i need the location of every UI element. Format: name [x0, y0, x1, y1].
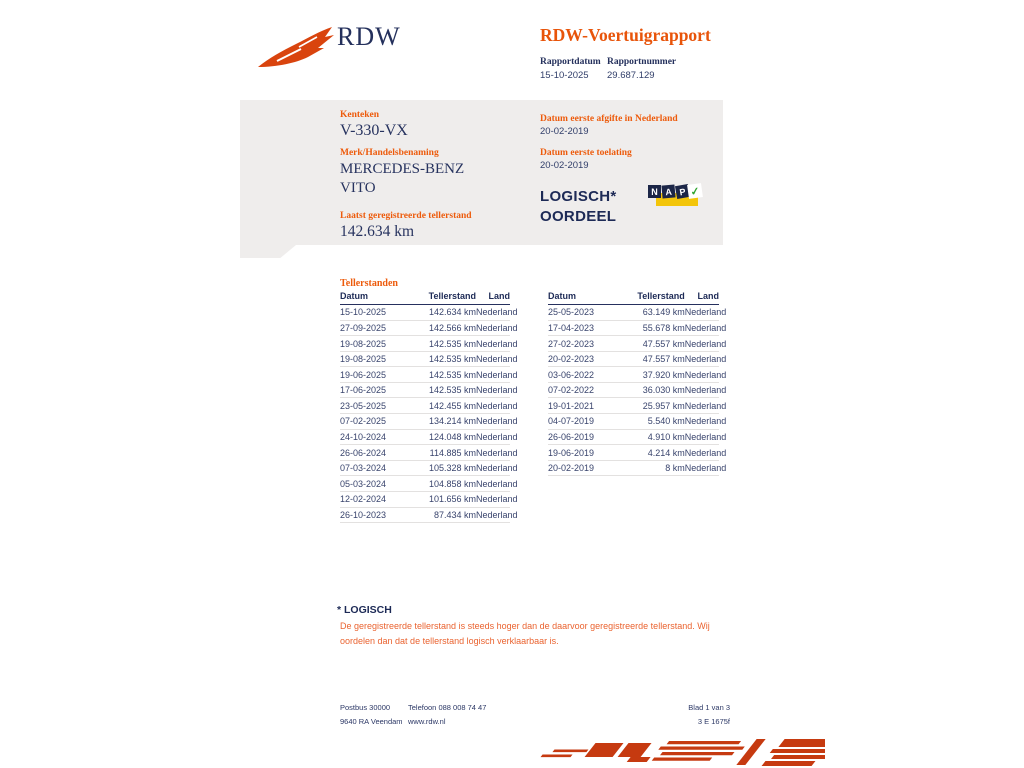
table-cell: 142.455 km: [406, 398, 476, 414]
footer-form-code: 3 E 1675f: [697, 717, 730, 726]
table-cell: Nederland: [685, 367, 719, 383]
table-row: [548, 320, 719, 336]
model-value: VITO: [340, 180, 376, 196]
table-cell: Nederland: [476, 336, 510, 352]
report-date-value: 15-10-2025: [540, 70, 589, 81]
merk-label: Merk/Handelsbenaming: [340, 148, 439, 158]
table-cell: 87.434 km: [406, 507, 476, 523]
table-cell: 4.910 km: [614, 429, 684, 445]
table-cell: 19-06-2025: [340, 367, 406, 383]
table-cell: 5.540 km: [614, 414, 684, 430]
table-cell: Nederland: [476, 460, 510, 476]
footer-page-info: [640, 701, 730, 729]
table-row: [340, 367, 510, 383]
afgifte-value: 20-02-2019: [540, 126, 589, 137]
table-cell: 23-05-2025: [340, 398, 406, 414]
table-row: [548, 460, 719, 476]
footer-page-number: Blad 1 van 3: [688, 703, 730, 712]
column-header-datum: Datum: [340, 291, 406, 305]
table-cell: 142.535 km: [406, 336, 476, 352]
nap-checkmark-icon: ✓: [687, 183, 703, 199]
table-cell: 142.634 km: [406, 305, 476, 321]
footer-address: [340, 701, 403, 729]
table-cell: Nederland: [476, 507, 510, 523]
table-cell: 47.557 km: [614, 351, 684, 367]
logisch-footnote-heading: * LOGISCH: [337, 604, 392, 616]
table-cell: 104.858 km: [406, 476, 476, 492]
table-cell: 25-05-2023: [548, 305, 614, 321]
kenteken-value: V-330-VX: [340, 122, 408, 139]
table-cell: Nederland: [476, 414, 510, 430]
table-cell: 124.048 km: [406, 429, 476, 445]
table-cell: 19-08-2025: [340, 351, 406, 367]
report-date-label: Rapportdatum: [540, 57, 601, 67]
toelating-value: 20-02-2019: [540, 160, 589, 171]
column-header-tellerstand: Tellerstand: [614, 291, 684, 305]
table-cell: 142.535 km: [406, 351, 476, 367]
table-row: [340, 507, 510, 523]
table-cell: 19-06-2019: [548, 445, 614, 461]
table-cell: 07-02-2022: [548, 382, 614, 398]
table-cell: 47.557 km: [614, 336, 684, 352]
table-row: [340, 382, 510, 398]
table-cell: Nederland: [685, 429, 719, 445]
tellerstand-label: Laatst geregistreerde tellerstand: [340, 211, 472, 221]
table-cell: 8 km: [614, 460, 684, 476]
table-cell: Nederland: [685, 414, 719, 430]
table-row: [548, 351, 719, 367]
nap-letter-n: N: [648, 185, 661, 198]
table-row: [340, 445, 510, 461]
table-cell: 15-10-2025: [340, 305, 406, 321]
table-cell: 26-06-2019: [548, 429, 614, 445]
table-row: [548, 429, 719, 445]
table-cell: 114.885 km: [406, 445, 476, 461]
table-cell: 04-07-2019: [548, 414, 614, 430]
table-cell: 101.656 km: [406, 491, 476, 507]
table-cell: 63.149 km: [614, 305, 684, 321]
table-cell: 17-04-2023: [548, 320, 614, 336]
table-cell: 27-09-2025: [340, 320, 406, 336]
afgifte-label: Datum eerste afgifte in Nederland: [540, 114, 678, 124]
table-cell: Nederland: [685, 336, 719, 352]
bottom-decorative-stripes-graphic: [535, 736, 825, 768]
table-cell: 142.535 km: [406, 367, 476, 383]
vehicle-summary-card-tail: [240, 245, 296, 258]
report-number-label: Rapportnummer: [607, 57, 677, 67]
table-cell: Nederland: [685, 305, 719, 321]
table-cell: 37.920 km: [614, 367, 684, 383]
table-row: [340, 398, 510, 414]
table-cell: Nederland: [685, 460, 719, 476]
table-cell: 26-06-2024: [340, 445, 406, 461]
table-cell: Nederland: [476, 491, 510, 507]
table-row: [548, 305, 719, 321]
table-cell: Nederland: [685, 398, 719, 414]
table-cell: Nederland: [476, 305, 510, 321]
merk-value: MERCEDES-BENZ: [340, 161, 465, 177]
table-cell: 36.030 km: [614, 382, 684, 398]
column-header-land: Land: [476, 291, 510, 305]
table-row: [340, 351, 510, 367]
table-cell: 142.566 km: [406, 320, 476, 336]
table-cell: 24-10-2024: [340, 429, 406, 445]
column-header-tellerstand: Tellerstand: [406, 291, 476, 305]
tellerstanden-table-right: [548, 291, 727, 476]
kenteken-label: Kenteken: [340, 110, 380, 120]
table-row: [548, 398, 719, 414]
table-row: [340, 305, 510, 321]
table-cell: Nederland: [476, 351, 510, 367]
table-cell: 55.678 km: [614, 320, 684, 336]
table-cell: Nederland: [685, 351, 719, 367]
table-cell: Nederland: [685, 445, 719, 461]
table-cell: Nederland: [476, 476, 510, 492]
page-title: RDW-Voertuigrapport: [540, 25, 711, 45]
tellerstand-value: 142.634 km: [340, 223, 415, 240]
footer-address-line2: 9640 RA Veendam: [340, 717, 403, 726]
table-cell: 07-03-2024: [340, 460, 406, 476]
table-row: [548, 336, 719, 352]
nap-letter-a: A: [661, 184, 675, 198]
nap-logo: [648, 184, 704, 210]
table-row: [340, 429, 510, 445]
nap-letter-p: P: [675, 184, 690, 199]
table-cell: 27-02-2023: [548, 336, 614, 352]
table-cell: 134.214 km: [406, 414, 476, 430]
oordeel-line2: OORDEEL: [540, 208, 617, 225]
table-row: [340, 460, 510, 476]
table-row: [340, 476, 510, 492]
oordeel-line1: LOGISCH*: [540, 188, 617, 205]
table-cell: Nederland: [685, 382, 719, 398]
column-header-datum: Datum: [548, 291, 614, 305]
table-row: [548, 367, 719, 383]
table-cell: Nederland: [476, 429, 510, 445]
table-header-row: [340, 291, 510, 305]
table-cell: 07-02-2025: [340, 414, 406, 430]
table-cell: 19-01-2021: [548, 398, 614, 414]
table-cell: 12-02-2024: [340, 491, 406, 507]
logisch-footnote-body: De geregistreerde tellerstand is steeds hoger dan de daarvoor geregistreerde tellerstand. Wij oordelen dan dat de tellerstand logisch verklaarbaar is.: [340, 621, 710, 646]
table-row: [340, 414, 510, 430]
rdw-bird-logo-icon: [255, 25, 335, 71]
tellerstanden-table-left: [340, 291, 518, 523]
table-cell: 03-06-2022: [548, 367, 614, 383]
table-cell: 20-02-2019: [548, 460, 614, 476]
table-cell: Nederland: [476, 367, 510, 383]
toelating-label: Datum eerste toelating: [540, 148, 632, 158]
column-header-land: Land: [685, 291, 719, 305]
table-cell: 05-03-2024: [340, 476, 406, 492]
rdw-logo-wordmark: RDW: [337, 22, 401, 51]
table-row: [340, 336, 510, 352]
table-cell: Nederland: [476, 445, 510, 461]
table-cell: 20-02-2023: [548, 351, 614, 367]
table-row: [340, 491, 510, 507]
table-cell: 19-08-2025: [340, 336, 406, 352]
footer-address-line1: Postbus 30000: [340, 703, 391, 712]
table-cell: 105.328 km: [406, 460, 476, 476]
table-cell: Nederland: [476, 320, 510, 336]
table-cell: 17-06-2025: [340, 382, 406, 398]
table-cell: Nederland: [685, 320, 719, 336]
table-cell: 142.535 km: [406, 382, 476, 398]
table-cell: Nederland: [476, 382, 510, 398]
table-cell: 25.957 km: [614, 398, 684, 414]
tellerstanden-section-title: Tellerstanden: [340, 278, 398, 289]
table-cell: 26-10-2023: [340, 507, 406, 523]
footer-website-link[interactable]: www.rdw.nl: [408, 717, 446, 726]
table-row: [340, 320, 510, 336]
table-cell: 4.214 km: [614, 445, 684, 461]
footer-contact: [408, 701, 486, 729]
table-row: [548, 445, 719, 461]
footer-phone: Telefoon 088 008 74 47: [408, 703, 487, 712]
table-header-row: [548, 291, 719, 305]
table-row: [548, 414, 719, 430]
table-cell: Nederland: [476, 398, 510, 414]
report-number-value: 29.687.129: [607, 70, 655, 81]
table-row: [548, 382, 719, 398]
